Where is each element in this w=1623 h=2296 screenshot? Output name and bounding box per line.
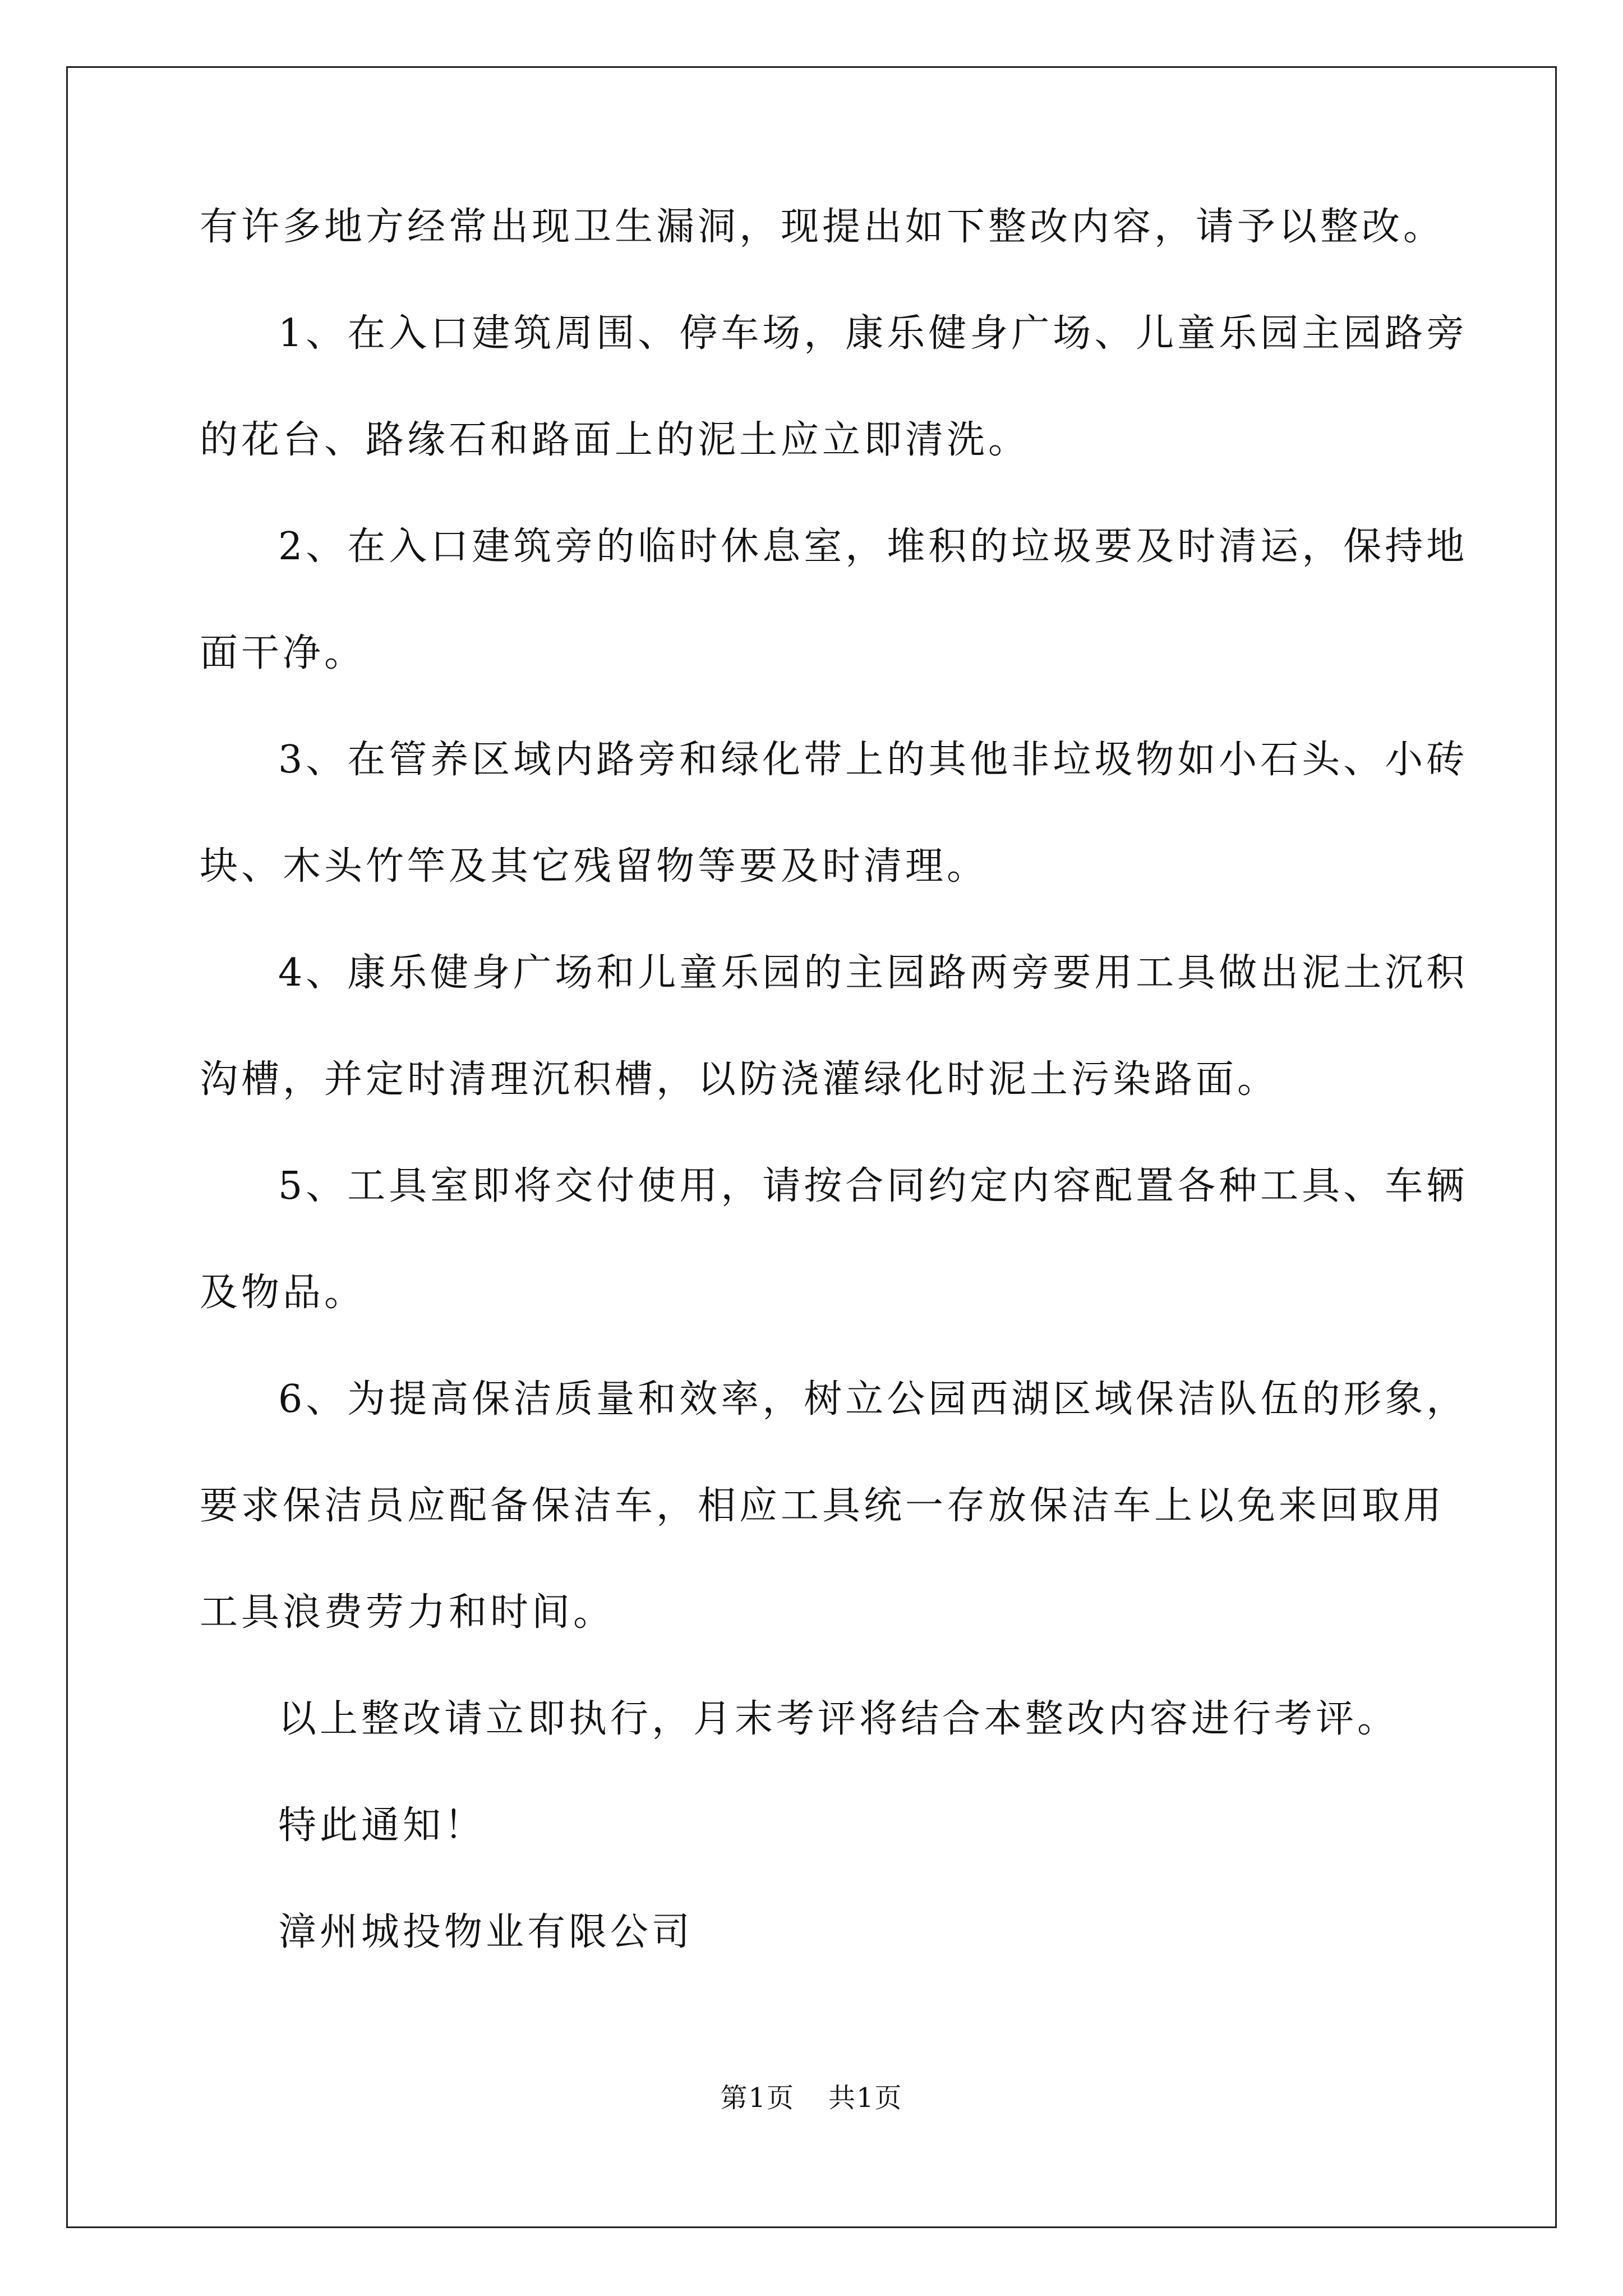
page-number-total: 共1页 xyxy=(828,2082,903,2114)
text-line-1: 有许多地方经常出现卫生漏洞，现提出如下整改内容，请予以整改。 xyxy=(200,205,1445,249)
text-line-6: 3、在管养区域内路旁和绿化带上的其他非垃圾物如小石头、小砖 xyxy=(278,738,1468,782)
text-line-2: 1、在入口建筑周围、停车场，康乐健身广场、儿童乐园主园路旁 xyxy=(278,311,1468,356)
text-line-11: 及物品。 xyxy=(200,1271,366,1315)
page-border xyxy=(66,66,1557,2228)
text-line-4: 2、在入口建筑旁的临时休息室，堆积的垃圾要及时清运，保持地 xyxy=(278,524,1468,569)
text-line-16: 特此通知！ xyxy=(278,1803,486,1848)
text-line-8: 4、康乐健身广场和儿童乐园的主园路两旁要用工具做出泥土沉积 xyxy=(278,951,1468,995)
text-line-10: 5、工具室即将交付使用，请按合同约定内容配置各种工具、车辆 xyxy=(278,1164,1468,1208)
text-line-15: 以上整改请立即执行，月末考评将结合本整改内容进行考评。 xyxy=(278,1697,1399,1741)
page-footer xyxy=(0,2081,1623,2115)
page-number-current: 第1页 xyxy=(720,2082,795,2114)
text-line-14: 工具浪费劳力和时间。 xyxy=(200,1590,615,1635)
text-line-5: 面干净。 xyxy=(200,631,366,675)
text-line-3: 的花台、路缘石和路面上的泥土应立即清洗。 xyxy=(200,418,1030,462)
text-line-9: 沟槽，并定时清理沉积槽，以防浇灌绿化时泥土污染路面。 xyxy=(200,1057,1279,1102)
text-line-12: 6、为提高保洁质量和效率，树立公园西湖区域保洁队伍的形象， xyxy=(278,1377,1468,1421)
signature-company: 漳州城投物业有限公司 xyxy=(278,1910,694,1954)
text-line-13: 要求保洁员应配备保洁车，相应工具统一存放保洁车上以免来回取用 xyxy=(200,1484,1445,1528)
text-line-7: 块、木头竹竿及其它残留物等要及时清理。 xyxy=(200,844,989,889)
